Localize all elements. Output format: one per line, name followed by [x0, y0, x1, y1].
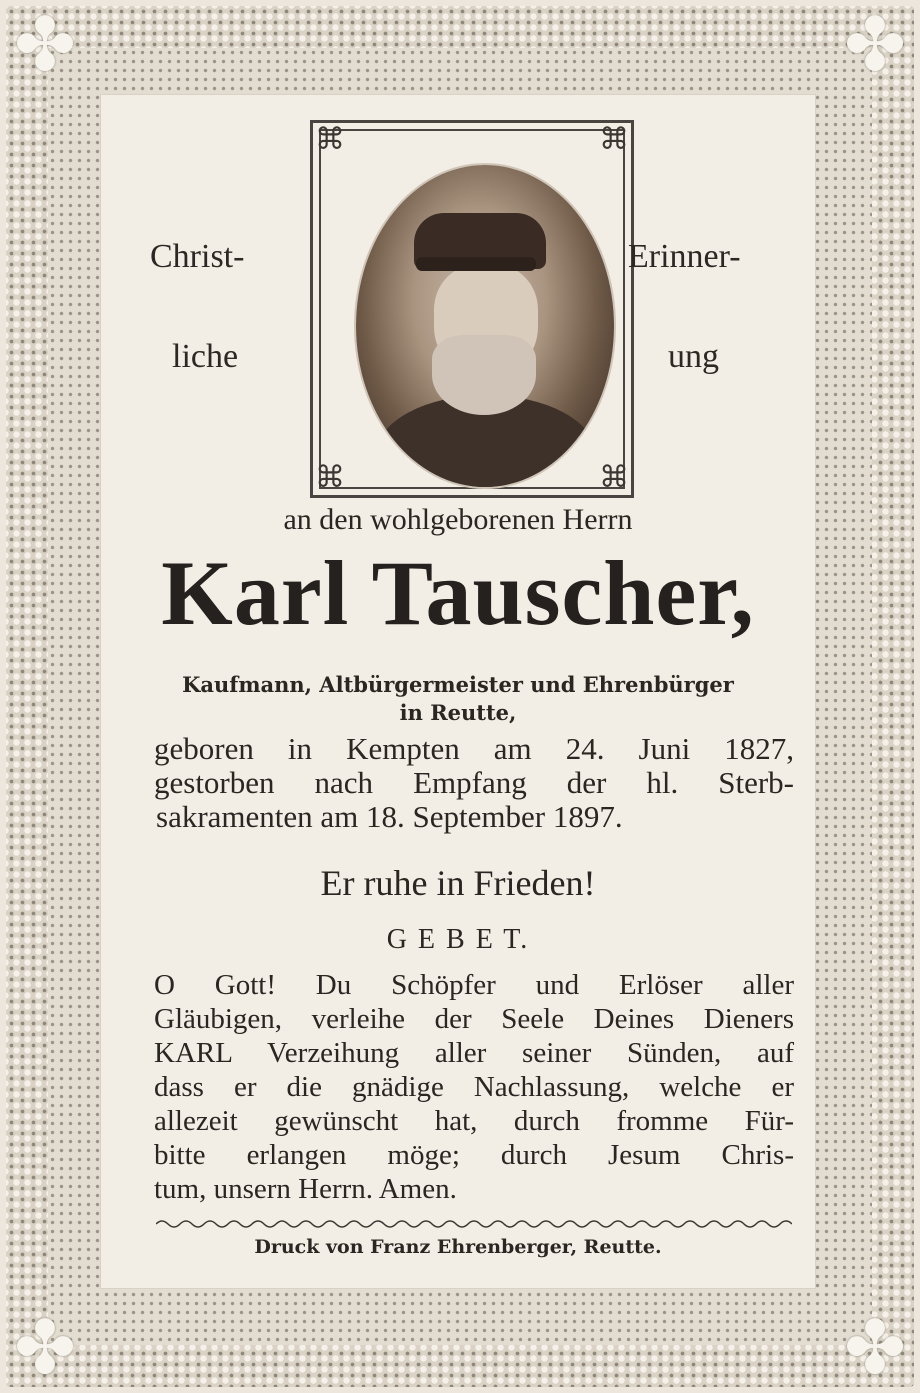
header-word-right-bottom: ung — [668, 338, 719, 375]
dedication: an den wohlgeborenen Herrn — [283, 503, 633, 536]
life-line: geboren in Kempten am 24. Juni 1827, — [154, 731, 794, 766]
corner-scroll-icon: ⌘ — [599, 122, 629, 157]
life-line: gestorben nach Empfang der hl. Sterb- — [154, 765, 794, 800]
life-dates — [154, 732, 794, 834]
header-word-left-bottom: liche — [172, 338, 239, 375]
fleur-icon: ✤ — [843, 1305, 906, 1391]
prayer-line: Gläubigen, verleihe der Seele Deines Dieners — [154, 1003, 794, 1035]
printer-imprint: Druck von Franz Ehrenberger, Reutte. — [254, 1236, 662, 1258]
rest-in-peace: Er ruhe in Frieden! — [320, 863, 596, 903]
prayer-line: dass er die gnädige Nachlassung, welche er — [154, 1071, 794, 1103]
prayer-line: tum, unsern Herrn. Amen. — [154, 1173, 457, 1205]
prayer-line: O Gott! Du Schöpfer und Erlöser aller — [154, 969, 794, 1001]
prayer-text — [154, 968, 794, 1206]
portrait-photo — [356, 165, 614, 487]
corner-scroll-icon: ⌘ — [315, 122, 345, 157]
fleur-icon: ✤ — [843, 2, 906, 88]
corner-scroll-icon: ⌘ — [599, 460, 629, 495]
deceased-name: Karl Tauscher, — [161, 542, 755, 644]
fleur-icon: ✤ — [13, 1305, 76, 1391]
life-line: sakramenten am 18. September 1897. — [156, 799, 623, 834]
prayer-heading: G E B E T. — [386, 924, 530, 955]
prayer-line: bitte erlangen möge; durch Jesum Chris- — [154, 1139, 794, 1171]
corner-scroll-icon: ⌘ — [315, 460, 345, 495]
header-word-left-top: Christ- — [150, 238, 245, 275]
wavy-divider — [156, 1218, 792, 1230]
fleur-icon: ✤ — [13, 2, 76, 88]
prayer-line: KARL Verzeihung aller seiner Sünden, auf — [154, 1037, 794, 1069]
titles-line-1: Kaufmann, Altbürgermeister und Ehrenbürger — [182, 672, 734, 697]
header-word-right-top: Erinner- — [628, 238, 741, 275]
titles-line-2: in Reutte, — [399, 700, 517, 725]
prayer-line: allezeit gewünscht hat, durch fromme Für- — [154, 1105, 794, 1137]
